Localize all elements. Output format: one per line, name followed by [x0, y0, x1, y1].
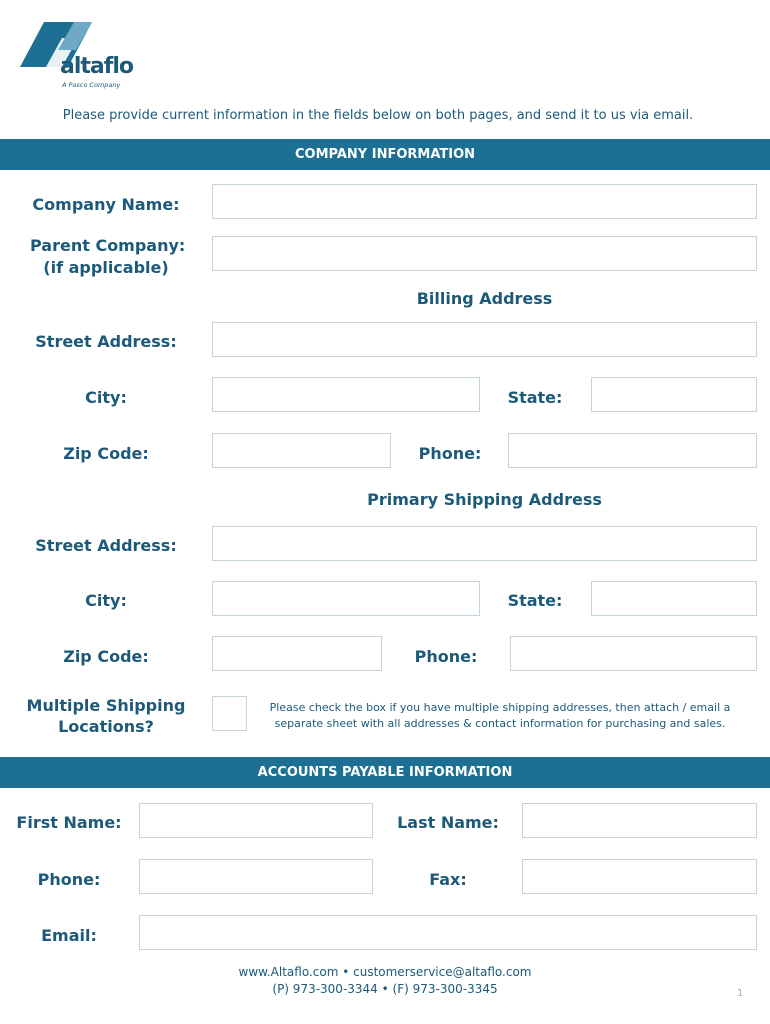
- parent-company-sublabel: (if applicable): [43, 258, 169, 277]
- shipping-phone-input[interactable]: [510, 636, 757, 671]
- billing-zip-label: Zip Code:: [63, 444, 149, 463]
- billing-zip-input[interactable]: [212, 433, 391, 468]
- logo-tagline: A Pasco Company: [62, 81, 121, 89]
- ap-fax-input[interactable]: [522, 859, 757, 894]
- shipping-street-input[interactable]: [212, 526, 757, 561]
- billing-state-input[interactable]: [591, 377, 757, 412]
- shipping-street-label: Street Address:: [35, 536, 177, 555]
- footer-contact-web: www.Altaflo.com • customerservice@altaflo.com: [238, 965, 532, 979]
- logo-wordmark: altaflo: [60, 54, 133, 79]
- multiple-shipping-note-line2: separate sheet with all addresses & contact information for purchasing and sales.: [274, 717, 726, 730]
- shipping-zip-label: Zip Code:: [63, 647, 149, 666]
- shipping-state-input[interactable]: [591, 581, 757, 616]
- billing-street-input[interactable]: [212, 322, 757, 357]
- parent-company-label: Parent Company:: [30, 236, 186, 255]
- shipping-phone-label: Phone:: [414, 647, 478, 666]
- multiple-shipping-note-line1: Please check the box if you have multiple shipping addresses, then attach / email a: [269, 701, 731, 714]
- multiple-shipping-checkbox[interactable]: [212, 696, 247, 731]
- altaflo-logo: [18, 20, 133, 92]
- ap-last-name-label: Last Name:: [397, 813, 499, 832]
- multiple-shipping-sublabel: Locations?: [58, 717, 154, 736]
- shipping-address-heading: Primary Shipping Address: [367, 490, 602, 509]
- billing-street-label: Street Address:: [35, 332, 177, 351]
- ap-email-label: Email:: [41, 926, 97, 945]
- company-name-label: Company Name:: [32, 195, 180, 214]
- multiple-shipping-label: Multiple Shipping: [26, 696, 186, 715]
- billing-phone-input[interactable]: [508, 433, 757, 468]
- accounts-payable-header: ACCOUNTS PAYABLE INFORMATION: [0, 757, 770, 788]
- ap-email-input[interactable]: [139, 915, 757, 950]
- company-information-header: COMPANY INFORMATION: [0, 139, 770, 170]
- intro-text: Please provide current information in the fields below on both pages, and send it to us via email.: [62, 108, 694, 123]
- shipping-city-input[interactable]: [212, 581, 480, 616]
- billing-city-label: City:: [85, 388, 127, 407]
- ap-phone-label: Phone:: [37, 870, 101, 889]
- billing-state-label: State:: [507, 388, 563, 407]
- multiple-shipping-note: [250, 700, 750, 732]
- page-number: 1: [737, 988, 744, 999]
- ap-first-name-label: First Name:: [16, 813, 122, 832]
- ap-phone-input[interactable]: [139, 859, 373, 894]
- ap-first-name-input[interactable]: [139, 803, 373, 838]
- company-name-input[interactable]: [212, 184, 757, 219]
- footer-contact-phone: (P) 973-300-3344 • (F) 973-300-3345: [272, 982, 498, 996]
- shipping-state-label: State:: [507, 591, 563, 610]
- shipping-city-label: City:: [85, 591, 127, 610]
- shipping-zip-input[interactable]: [212, 636, 382, 671]
- billing-phone-label: Phone:: [418, 444, 482, 463]
- billing-address-heading: Billing Address: [416, 289, 553, 308]
- ap-last-name-input[interactable]: [522, 803, 757, 838]
- parent-company-input[interactable]: [212, 236, 757, 271]
- billing-city-input[interactable]: [212, 377, 480, 412]
- ap-fax-label: Fax:: [429, 870, 467, 889]
